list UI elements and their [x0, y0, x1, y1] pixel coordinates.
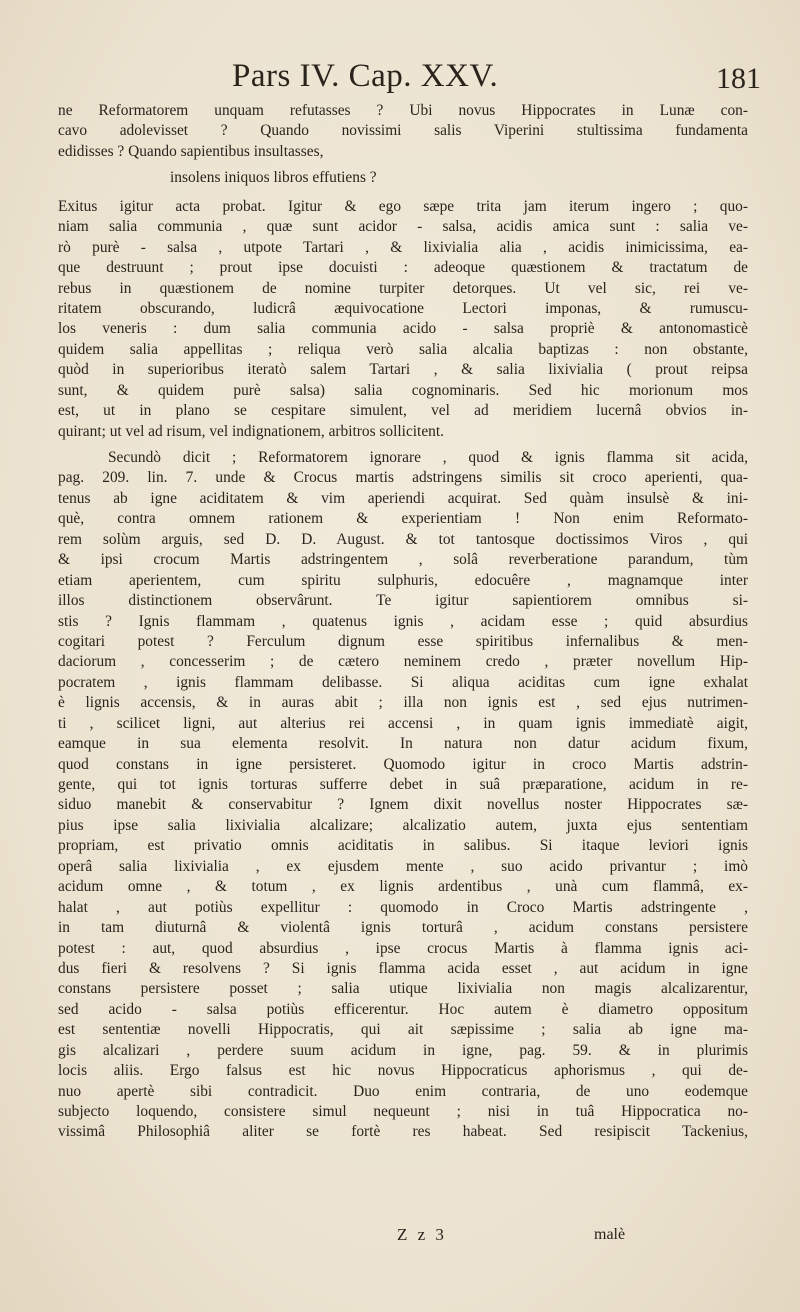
- text-line: operâ salia lixivialia , ex ejusdem mente , suo acido privantur ; imò: [58, 857, 748, 875]
- text-line: rò purè - salsa , utpote Tartari , & lixivialia alia , acidis inimicissima, ea-: [58, 238, 748, 256]
- text-line: quirant; ut vel ad risum, vel indignationem, arbitros sollicitent.: [58, 422, 444, 440]
- text-line: cavo adolevisset ? Quando novissimi salis Viperini stultissima fundamenta: [58, 122, 748, 140]
- text-line: constans persistere posset ; salia utique lixivialia non magis alcalizarentur,: [58, 980, 748, 998]
- text-line: quod constans in igne persisteret. Quomodo igitur in croco Martis adstrin-: [58, 755, 748, 773]
- text-line: quidem salia appellitas ; reliqua verò salia alcalia baptizas : non obstante,: [58, 340, 748, 358]
- body-text: [58, 101, 748, 1143]
- text-line: ti , scilicet ligni, aut alterius rei accensi , in quam ignis immediatè aigit,: [58, 714, 748, 732]
- text-line: nuo apertè sibi contradicit. Duo enim contraria, de uno eodemque: [58, 1082, 748, 1100]
- text-line: insolens iniquos libros effutiens ?: [170, 169, 377, 187]
- text-line: pius ipse salia lixivialia alcalizare; alcalizatio autem, juxta ejus sententiam: [58, 816, 748, 834]
- text-line: est, ut in plano se cespitare simulent, vel ad meridiem lucernâ obvios in-: [58, 402, 748, 420]
- text-line: eamque in sua elementa resolvit. In natura non datur acidum fixum,: [58, 735, 748, 753]
- text-line: ritatem obscurando, ludicrâ æquivocatione Lectori imponas, & rumuscu-: [58, 299, 748, 317]
- text-line: sunt, & quidem purè salsa) salia cognominaris. Sed hic morionum mos: [58, 381, 748, 399]
- running-head: Pars IV. Cap. XXV.: [232, 58, 499, 94]
- text-line: locis aliis. Ergo falsus est hic novus Hippocraticus aphorismus , qui de-: [58, 1062, 748, 1080]
- text-line: gis alcalizari , perdere suum acidum in igne, pag. 59. & in plurimis: [58, 1041, 748, 1059]
- text-line: gente, qui tot ignis torturas sufferre debet in suâ præparatione, acidum in re-: [58, 776, 748, 793]
- page-number: 181: [716, 62, 761, 95]
- text-line: Secundò dicit ; Reformatorem ignorare , quod & ignis flamma sit acida,: [108, 449, 748, 466]
- text-line: que destruunt ; prout ipse docuisti : adeoque quæstionem & tractatum de: [58, 259, 748, 277]
- text-line: què, contra omnem rationem & experientiam ! Non enim Reformato-: [58, 510, 748, 528]
- text-line: tenus ab igne aciditatem & vim aperiendi acquirat. Sed quàm insulsè & ini-: [58, 489, 748, 507]
- text-line: rem solùm arguis, sed D. D. August. & tot tantosque doctissimos Viros , qui: [58, 530, 748, 548]
- text-line: in tam diuturnâ & violentâ ignis torturâ , acidum constans persistere: [58, 919, 748, 937]
- text-line: acidum omne , & totum , ex lignis ardentibus , unà cum flammâ, ex-: [58, 878, 748, 896]
- text-line: edidisses ? Quando sapientibus insultasses,: [58, 142, 324, 160]
- text-line: halat , aut potiùs expellitur : quomodo in Croco Martis adstringente ,: [58, 898, 748, 916]
- text-line: stis ? Ignis flammam , quatenus ignis , acidam esse ; quid absurdius: [58, 612, 748, 630]
- text-line: siduo manebit & conservabitur ? Ignem dixit novellus noster Hippocrates sæ-: [58, 796, 748, 814]
- text-line: vissimâ Philosophiâ aliter se fortè res habeat. Sed resipiscit Tackenius,: [58, 1123, 748, 1141]
- text-line: propriam, est privatio omnis aciditatis in salibus. Si itaque leviori ignis: [58, 837, 748, 855]
- text-line: potest : aut, quod absurdius , ipse crocus Martis à flamma ignis aci-: [58, 939, 748, 957]
- text-line: pag. 209. lin. 7. unde & Crocus martis adstringens similis sit croco aperienti, qua-: [58, 469, 748, 487]
- text-line: rebus in quæstionem de nomine turpiter detorques. Ut vel sic, rei ve-: [58, 279, 748, 297]
- text-line: ne Reformatorem unquam refutasses ? Ubi novus Hippocrates in Lunæ con-: [58, 102, 748, 119]
- text-line: quòd in superioribus iteratò salem Tartari , & salia lixivialia ( prout reipsa: [58, 361, 748, 379]
- text-line: dus fieri & resolvens ? Si ignis flamma acida esset , aut acidum in igne: [58, 959, 748, 977]
- text-line: sed acido - salsa potiùs efficerentur. Hoc autem è diametro oppositum: [58, 1000, 748, 1018]
- page-header: [0, 58, 800, 102]
- text-line: Exitus igitur acta probat. Igitur & ego sæpe trita jam iterum ingero ; quo-: [58, 197, 748, 215]
- text-line: subjecto loquendo, consistere simul nequeunt ; nisi in tuâ Hippocratica no-: [58, 1103, 748, 1120]
- catchword: malè: [594, 1226, 626, 1243]
- text-line: illos distinctionem observârunt. Te igitur sapientiorem omnibus si-: [58, 592, 748, 610]
- text-line: est sententiæ novelli Hippocratis, qui ait sæpissime ; salia ab igne ma-: [58, 1021, 748, 1039]
- text-line: los veneris : dum salia communia acido - salsa propriè & antonomasticè: [58, 320, 748, 338]
- text-line: & ipsi crocum Martis adstringentem , solâ reverberatione parandum, tùm: [58, 551, 748, 569]
- text-line: niam salia communia , quæ sunt acidor - salsa, acidis amica sunt : salia ve-: [58, 218, 748, 236]
- signature-mark: Z z 3: [397, 1225, 447, 1244]
- text-line: è lignis accensis, & in auras abit ; illa non ignis est , sed ejus nutrimen-: [58, 694, 748, 712]
- text-line: cogitari potest ? Ferculum dignum esse spiritibus infernalibus & men-: [58, 632, 748, 650]
- text-line: daciorum , concesserim ; de cætero neminem credo , præter novellum Hip-: [58, 653, 748, 671]
- text-line: etiam aperientem, cum spiritu sulphuris, edocuêre , magnamque inter: [58, 571, 748, 589]
- text-line: pocratem , ignis flammam delibasse. Si aliqua aciditas cum igne exhalat: [58, 673, 748, 691]
- page-footer: [0, 1225, 800, 1251]
